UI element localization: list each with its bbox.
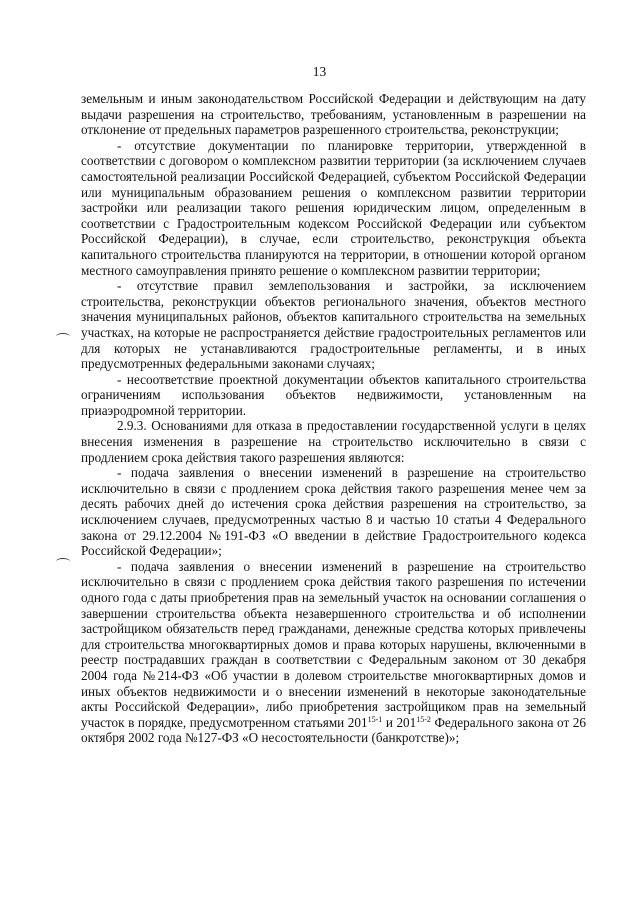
paragraph: земельным и иным законодательством Российской Федерации и действующим на дату выдачи разрешения на строительство, требованиям, установленным в разрешении на отклонение от предельных параметров разрешенного строительства, реконструкции; <box>81 91 586 138</box>
article-number: 201 <box>396 714 417 730</box>
margin-mark <box>56 558 70 565</box>
page-number: 13 <box>312 64 327 79</box>
article-superscript: 15-2 <box>416 714 431 724</box>
margin-mark <box>56 333 70 340</box>
document-body <box>81 91 586 746</box>
article-superscript: 15-1 <box>367 714 383 724</box>
paragraph-text: - подача заявления о внесении изменений в разрешение на строительство исключительно в связи с продлением срока действия такого разрешения по истечении одного года с даты приобретения прав на земельный участок на основании соглашения о завершении строительства объекта незавершенного строительства и об исполнении застройщиком обязательств перед гражданами, денежные средства которых привлечены для строительства многоквартирных домов и права которых нарушены, включенными в реестр пострадавших граждан в соответствии с Федеральным законом от 30 декабря 2004 года №214-ФЗ «Об участии в долевом строительстве многоквартирных домов и иных объектов недвижимости и о внесении изменений в некоторые законодательные акты Российской Федерации», либо приобретения застройщиком прав на земельный участок в порядке, предусмотренном статьями <box>81 558 586 730</box>
paragraph-text: и <box>382 714 397 730</box>
paragraph-text: Федерального закона от 26 октября 2002 года №127-ФЗ «О несостоятельности (банкротстве)»; <box>81 714 586 746</box>
paragraph: - отсутствие документации по планировке территории, утвержденной в соответствии с договором о комплексном развитии территории (за исключением случаев самостоятельной реализации Российской Федерацией, субъектом Российской Федерации или муниципальным образованием решения о комплексном развитии территории застройки или реализации такого решения юридическим лицом, определенным в соответствии с Градостроительным кодексом Российской Федерации или субъектом Российской Федерации), в случае, если строительство, реконструкция объекта капитального строительства планируются на территории, в отношении которой органом местного самоуправления принято решение о комплексном развитии территории; <box>81 137 586 278</box>
paragraph: 2.9.3. Основаниями для отказа в предоставлении государственной услуги в целях внесения изменения в разрешение на строительство исключительно в связи с продлением срока действия такого разрешения являются: <box>81 418 586 465</box>
paragraph: - отсутствие правил землепользования и застройки, за исключением строительства, реконструкции объектов регионального значения, объектов местного значения муниципальных районов, объектов капитального строительства на земельных участках, на которые не распространяется действие градостроительных регламентов или для которых не устанавливаются градостроительные регламенты, и в иных предусмотренных федеральными законами случаях; <box>81 278 586 372</box>
paragraph-with-superscripts <box>81 559 586 746</box>
paragraph: - несоответствие проектной документации объектов капитального строительства ограничениям использования объектов недвижимости, установленным на приаэродромной территории. <box>81 371 586 418</box>
article-number: 201 <box>347 714 368 730</box>
paragraph: - подача заявления о внесении изменений в разрешение на строительство исключительно в связи с продлением срока действия такого разрешения менее чем за десять рабочих дней до истечения срока действия разрешения на строительство, за исключением случаев, предусмотренных частью 8 и частью 10 статьи 4 Федерального закона от 29.12.2004 №191-ФЗ «О введении в действие Градостроительного кодекса Российской Федерации»; <box>81 465 586 559</box>
